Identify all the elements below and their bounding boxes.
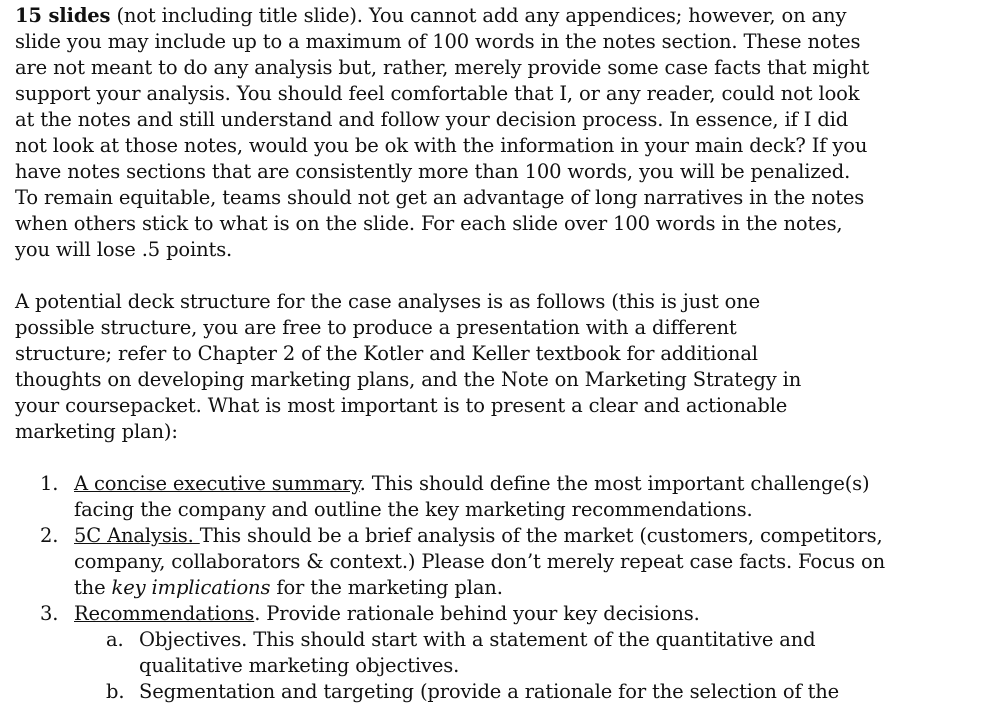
recommendations-text: . Provide rationale behind your key decisions. (254, 602, 700, 625)
list-item (15, 601, 894, 705)
sub-list-item (74, 627, 879, 679)
list-item (15, 523, 894, 601)
sub-list-letter: a. (106, 628, 124, 651)
paragraph-notes-policy (15, 3, 875, 263)
objectives-text: Objectives. This should start with a statement of the quantitative and qualitative marketing objectives. (139, 628, 816, 677)
document-body (15, 3, 985, 705)
executive-summary-heading: A concise executive summary (74, 472, 360, 495)
list-number: 1. (40, 472, 59, 495)
list-item (15, 471, 894, 523)
recommendations-heading: Recommendations (74, 602, 255, 625)
executive-summary-text: . This should define the most important challenge(s) facing the company and outline the key marketing recommendations. (74, 472, 870, 521)
list-number: 3. (40, 602, 59, 625)
key-implications-emphasis: key implications (111, 576, 271, 599)
paragraph-deck-structure: A potential deck structure for the case analyses is as follows (this is just one possible structure, you are free to produce a presentation with a different structure; refer to Chapter 2 of the Kotler and Keller textbook for additional thoughts on developing marketing plans, and the Note on Marketing Strategy in your coursepacket. What is most important is to present a clear and actionable marketing plan): (15, 290, 802, 443)
sub-list-letter: b. (106, 680, 125, 703)
sub-list-item (74, 679, 879, 705)
five-c-analysis-heading: 5C Analysis. (74, 524, 200, 547)
notes-policy-text: (not including title slide). You cannot add any appendices; however, on any slide you may include up to a maximum of 100 words in the notes section. These notes are not meant to do any analysis but, rather, merely provide some case facts that might support your analysis. You should feel comfortable that I, or any reader, could not look at the notes and still understand and follow your decision process. In essence, if I did not look at those notes, would you be ok with the information in your main deck? If you have notes sections that are consistently more than 100 words, you will be penalized. To remain equitable, teams should not get an advantage of long narratives in the notes when others stick to what is on the slide. For each slide over 100 words in the notes, you will lose .5 points. (15, 4, 870, 261)
segmentation-text: Segmentation and targeting (provide a rationale for the selection of the (139, 680, 840, 703)
list-number: 2. (40, 524, 59, 547)
five-c-analysis-text-end: for the marketing plan. (270, 576, 503, 599)
slide-limit-bold: 15 slides (15, 4, 111, 27)
five-c-analysis-text: This should be a brief analysis of the market (customers, competitors, company, collaborators & context.) Please don’t merely repeat case facts. Focus on the (74, 524, 886, 599)
recommendations-sublist (74, 627, 894, 705)
